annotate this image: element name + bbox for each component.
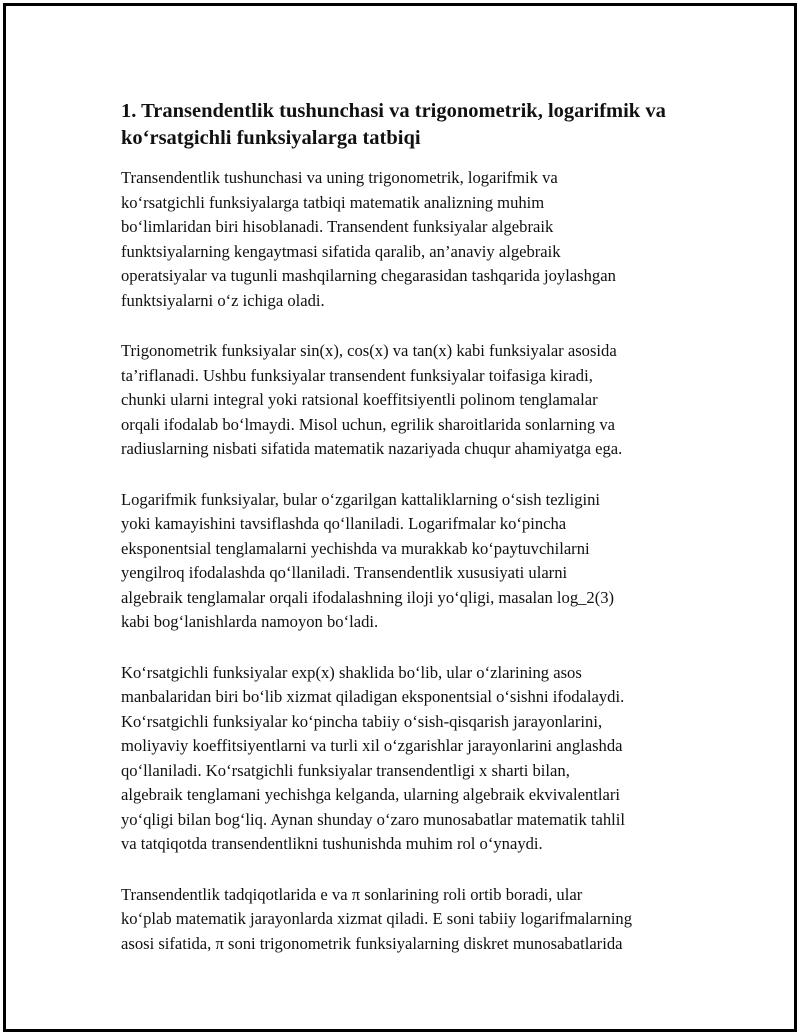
page-frame [3, 3, 797, 1032]
paragraph: Logarifmik funksiyalar, bular o‘zgarilgan kattaliklarning o‘sish tezligini yoki kamayishini tavsiflashda qo‘llaniladi. Logarifmalar ko‘pincha eksponentsial tenglamalarni yechishda va murakkab ko‘paytuvchilarni yengilroq ifodalashda qo‘llaniladi. Transendentlik xususiyati ularni algebraik tenglamalar orqali ifodalashning iloji yo‘qligi, masalan log_2(3) kabi bog‘lanishlarda namoyon bo‘ladi. [121, 489, 615, 631]
paragraph: Transendentlik tushunchasi va uning trigonometrik, logarifmik va ko‘rsatgichli funksiyalarga tatbiqi matematik analizning muhim bo‘limlaridan biri hisoblanadi. Transendent funksiyalar algebraik funktsiyalarning kengaytmasi sifatida qaralib, an’anaviy algebraik operatsiyalar va tugunli mashqilarning chegarasidan tashqarida joylashgan funktsiyalarni o‘z ichiga oladi. [121, 168, 616, 310]
paragraph: Ko‘rsatgichli funksiyalar exp(x) shaklida bo‘lib, ular o‘zlarining asos manbalaridan biri bo‘lib xizmat qiladigan eksponentsial o‘sishni ifodalaydi. Ko‘rsatgichli funksiyalar ko‘pincha tabiiy o‘sish-qisqarish jarayonlarini, moliyaviy koeffitsiyentlarni va turli xil o‘zgarishlar jarayonlarini anglashda qo‘llaniladi. Ko‘rsatgichli funksiyalar transendentligi x sharti bilan, algebraik tenglamani yechishga kelganda, ularning algebraik ekvivalentlari yo‘qligi bilan bog‘liq. Aynan shunday o‘zaro munosabatlar matematik tahlil va tatqiqotda transendentlikni tushunishda muhim rol o‘ynaydi. [121, 662, 626, 853]
paragraph: Transendentlik tadqiqotlarida e va π sonlarining roli ortib boradi, ular ko‘plab matematik jarayonlarda xizmat qiladi. E soni tabiiy logarifmalarning asosi sifatida, π soni trigonometrik funksiyalarning diskret munosabatlarida [121, 884, 633, 953]
document-body [121, 98, 696, 956]
paragraph: Trigonometrik funksiyalar sin(x), cos(x) va tan(x) kabi funksiyalar asosida ta’riflanadi. Ushbu funksiyalar transendent funksiyalar toifasiga kiradi, chunki ularni integral yoki ratsional koeffitsiyentli polinom tenglamalar orqali ifodalab bo‘lmaydi. Misol uchun, egrilik sharoitlarida sonlarning va radiuslarning nisbati sifatida matematik nazariyada chuqur ahamiyatga ega. [121, 341, 623, 458]
section-title: 1. Transendentlik tushunchasi va trigonometrik, logarifmik va ko‘rsatgichli funksiyalarga tatbiqi [121, 100, 666, 149]
